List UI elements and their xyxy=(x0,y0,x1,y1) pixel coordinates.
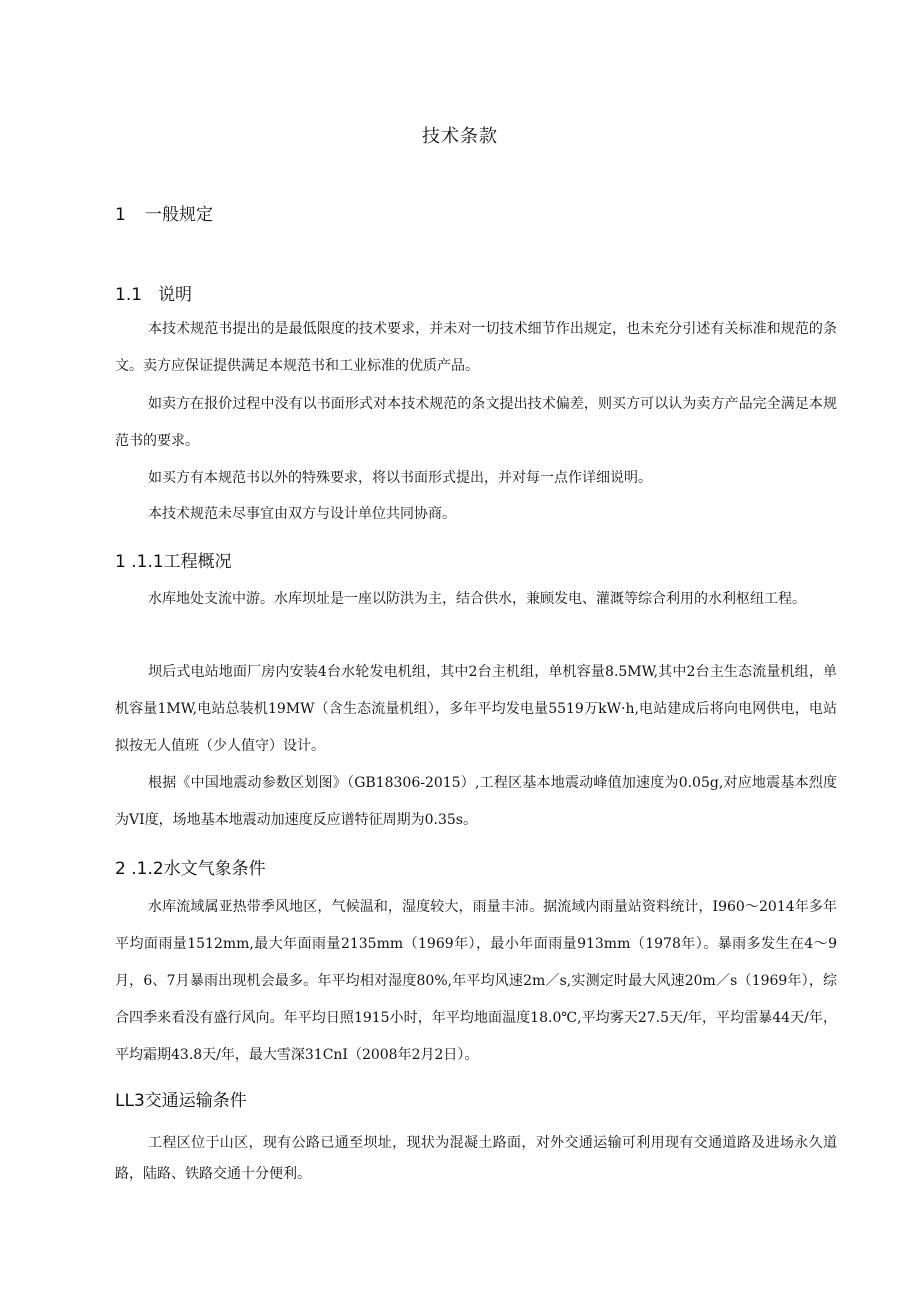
section-title: 交通运输条件 xyxy=(144,1091,247,1111)
paragraph: 本技术规范书提出的是最低限度的技术要求，并未对一切技术细节作出规定，也未充分引述有关标准和规范的条文。卖方应保证提供满足本规范书和工业标准的优质产品。 xyxy=(115,321,837,374)
section-number: 2 .1.2 xyxy=(115,859,164,879)
section-title: 工程概况 xyxy=(163,552,232,572)
paragraph: 本技术规范未尽事宜由双方与设计单位共同协商。 xyxy=(148,506,456,522)
section-heading-1-2 xyxy=(115,856,266,882)
paragraph: 工程区位于山区，现有公路已通至坝址，现状为混凝土路面，对外交通运输可利用现有交通道路及进场永久道路，陆路、铁路交通十分便利。 xyxy=(115,1135,837,1182)
paragraph: 水库地处支流中游。水库坝址是一座以防洪为主，结合供水，兼顾发电、灌溉等综合利用的水利枢纽工程。 xyxy=(148,591,806,607)
paragraph: 如卖方在报价过程中没有以书面形式对本技术规范的条文提出技术偏差，则买方可以认为卖方产品完全满足本规范书的要求。 xyxy=(115,396,837,449)
section-title: 水文气象条件 xyxy=(163,859,266,879)
paragraph: 根据《中国地震动参数区划图》（GB18306-2015）,工程区基本地震动峰值加速度为0.05g,对应地震基本烈度为VI度，场地基本地震动加速度反应谱特征周期为0.35s。 xyxy=(115,775,837,828)
section-heading-1-3 xyxy=(115,1088,247,1114)
paragraph: 水库流域属亚热带季风地区，气候温和，湿度较大，雨量丰沛。据流域内雨量站资料统计，I960～2014年多年平均面雨量1512mm,最大年面雨量2135mm（1969年），最小年面雨量913mm（1978年）。暴雨多发生在4～9月，6、7月暴雨出现机会最多。年平均相对湿度80%,年平均风速2m／s,实测定时最大风速20m／s（1969年），综合四季来看没有盛行风向。年平均日照1915小时，年平均地面温度18.0℃,平均雾天27.5天/年，平均雷暴44天/年，平均霜期43.8天/年，最大雪深31CnI（2008年2月2日）。 xyxy=(115,899,837,1063)
section-number: LL3 xyxy=(115,1091,145,1111)
section-title: 说明 xyxy=(158,285,192,305)
section-heading-1 xyxy=(115,202,213,228)
document-title: 技术条款 xyxy=(422,126,498,147)
paragraph: 坝后式电站地面厂房内安装4台水轮发电机组，其中2台主机组，单机容量8.5MW,其中2台主生态流量机组，单机容量1MW,电站总装机19MW（含生态流量机组），多年平均发电量5519万kW·h,电站建成后将向电网供电，电站拟按无人值班（少人值守）设计。 xyxy=(115,664,837,754)
section-number: 1 .1.1 xyxy=(115,552,164,572)
section-heading-1-1-1 xyxy=(115,549,232,575)
section-title: 一般规定 xyxy=(145,205,213,225)
section-heading-1-1 xyxy=(115,282,192,308)
paragraph: 如买方有本规范书以外的特殊要求，将以书面形式提出，并对每一点作详细说明。 xyxy=(148,470,652,486)
section-number: 1 xyxy=(115,205,126,225)
section-number: 1.1 xyxy=(115,285,143,305)
